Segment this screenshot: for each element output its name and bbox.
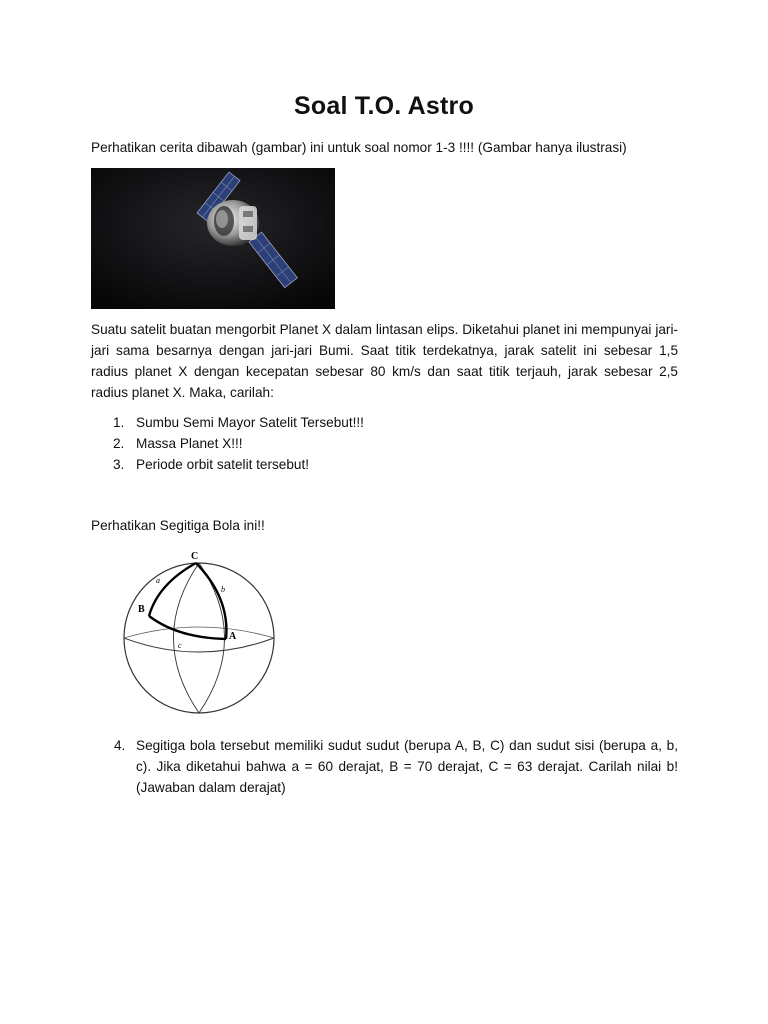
spherical-triangle-diagram bbox=[118, 546, 280, 718]
equator-front bbox=[124, 638, 274, 652]
question-list bbox=[91, 412, 651, 475]
sphere-svg bbox=[118, 546, 280, 718]
list-item-text: Periode orbit satelit tersebut! bbox=[136, 457, 310, 472]
side-a bbox=[149, 563, 196, 616]
list-item-number: 1. bbox=[113, 415, 125, 430]
question-4-text: Segitiga bola tersebut memiliki sudut sudut (berupa A, B, C) dan sudut sisi (berupa a, b, c). Jika diketahui bahwa a = 60 derajat, B = 70 derajat, C = 63 derajat. Carilah nilai b! (Jawaban dalam derajat) bbox=[136, 738, 678, 795]
story-paragraph: Suatu satelit buatan mengorbit Planet X dalam lintasan elips. Diketahui planet ini mempunyai jari-jari sama besarnya dengan jari-jari Bumi. Saat titik terdekatnya, jarak satelit ini sebesar 1,5 radius planet X dengan kecepatan sebesar 80 km/s dan saat titik terjauh, jarak sebesar 2,5 radius planet X. Maka, carilah: bbox=[91, 322, 678, 400]
question-4 bbox=[91, 735, 678, 798]
section2-intro: Perhatikan Segitiga Bola ini!! bbox=[91, 518, 265, 533]
list-item-number: 3. bbox=[113, 457, 125, 472]
question-4-number: 4. bbox=[114, 738, 126, 753]
satellite-image bbox=[91, 168, 335, 309]
list-item-number: 2. bbox=[113, 436, 125, 451]
list-item bbox=[91, 454, 651, 475]
label-side-a: a bbox=[156, 576, 160, 585]
list-item bbox=[91, 433, 651, 454]
sphere-outline bbox=[124, 563, 274, 713]
label-side-b: b bbox=[221, 585, 225, 594]
list-item bbox=[91, 412, 651, 433]
label-C: C bbox=[191, 551, 199, 562]
list-item-text: Massa Planet X!!! bbox=[136, 436, 243, 451]
label-A: A bbox=[229, 631, 237, 642]
list-item-text: Sumbu Semi Mayor Satelit Tersebut!!! bbox=[136, 415, 364, 430]
page-title: Soal T.O. Astro bbox=[294, 92, 474, 120]
satellite-illustration bbox=[91, 168, 335, 309]
meridian-left bbox=[174, 563, 200, 713]
label-side-c: c bbox=[178, 641, 182, 650]
intro-paragraph: Perhatikan cerita dibawah (gambar) ini untuk soal nomor 1-3 !!!! (Gambar hanya ilustrasi) bbox=[91, 140, 627, 155]
label-B: B bbox=[138, 604, 145, 615]
